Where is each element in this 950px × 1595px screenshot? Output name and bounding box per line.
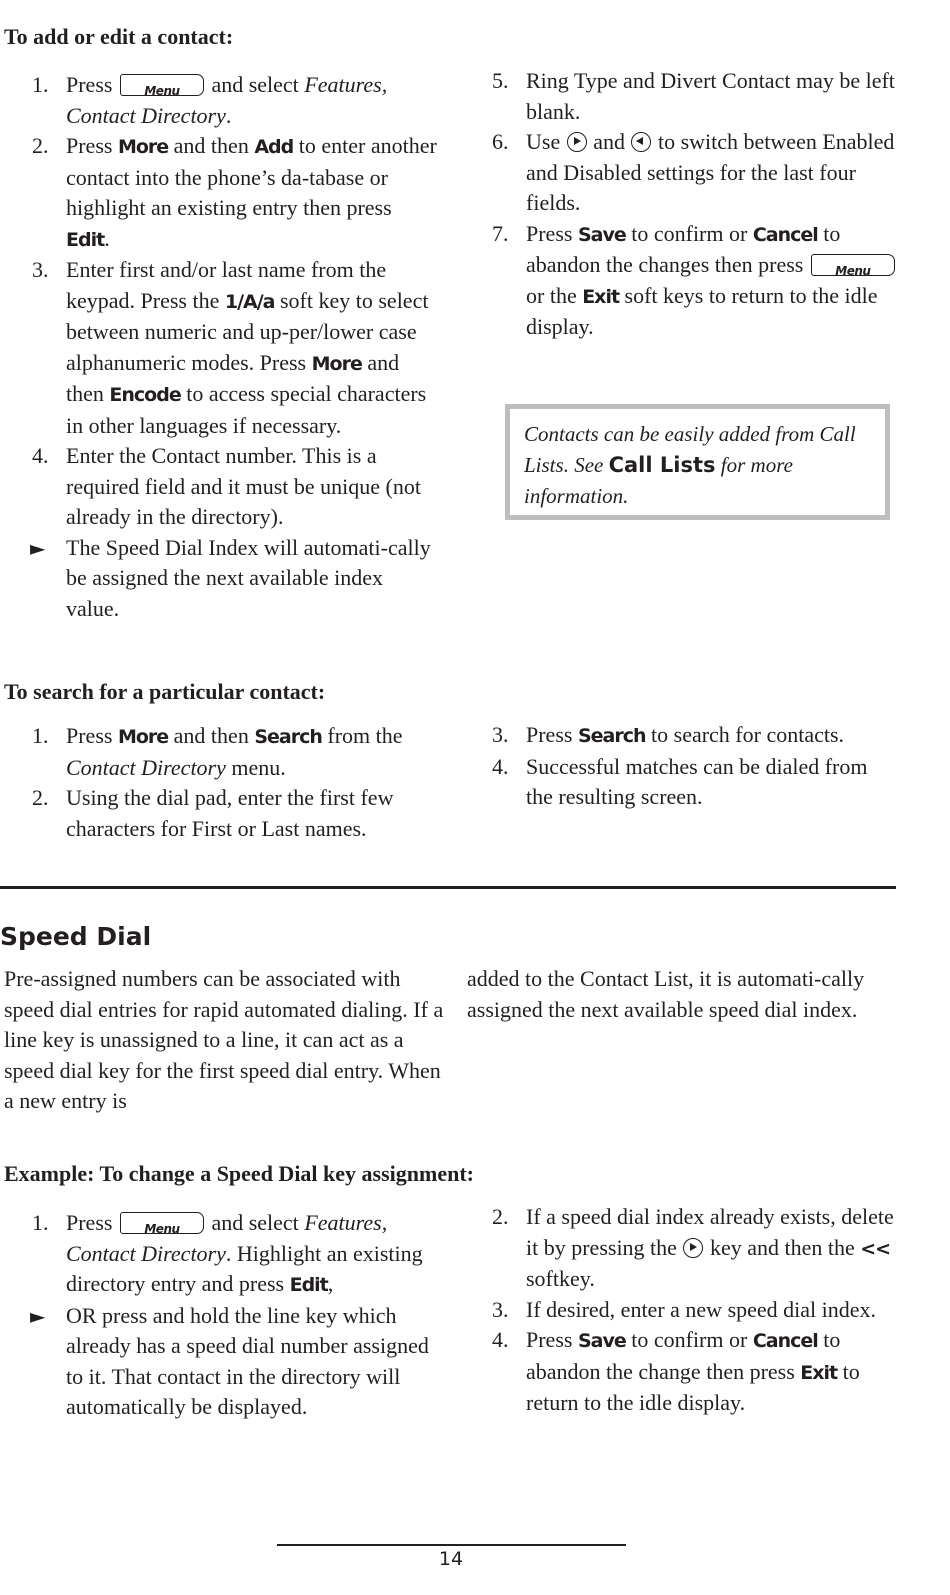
list-item: 2. If a speed dial index already exists, delete it by pressing the key and then the << softkey.	[492, 1204, 894, 1291]
list-item: 1. Press Menu and select Features, Contact Directory. Highlight an existing directory entry and press Edit,	[32, 1210, 423, 1296]
add-edit-steps-right	[468, 66, 898, 343]
menu-key-icon: Menu	[811, 254, 895, 276]
arrow-bullet-icon: ►	[30, 535, 46, 560]
arrow-bullet-icon: ►	[30, 1303, 46, 1328]
left-arrow-key-icon	[631, 132, 651, 152]
speed-dial-title: Speed Dial	[0, 922, 152, 951]
call-lists-reference: Call Lists	[608, 453, 716, 477]
example-heading: Example: To change a Speed Dial key assignment:	[4, 1161, 474, 1186]
speed-dial-paragraph-left: Pre-assigned numbers can be associated with speed dial entries for rapid automated dialing. If a line key is unassigned to a line, it can act as a speed dial key for the first speed dial entry. When a new entry is	[4, 966, 444, 1113]
search-steps-right	[468, 720, 898, 813]
example-steps-left	[8, 1208, 448, 1423]
menu-key-icon: Menu	[120, 74, 204, 96]
search-steps-left	[8, 721, 448, 844]
page-number: 14	[438, 1548, 464, 1570]
list-item: ► OR press and hold the line key which already has a speed dial number assigned to it. That contact in the directory will automatically be displayed.	[30, 1302, 429, 1419]
list-item: 1. Press Menu and select Features, Contact Directory.	[32, 72, 388, 128]
section-divider	[0, 886, 896, 889]
example-steps-right	[468, 1202, 898, 1419]
list-item: 3. Press Search to search for contacts.	[492, 722, 845, 747]
list-item: 1. Press More and then Search from the Contact Directory menu.	[32, 723, 403, 780]
list-item: ► The Speed Dial Index will automati-cally be assigned the next available index value.	[30, 534, 431, 621]
speed-dial-paragraph-right: added to the Contact List, it is automati-cally assigned the next available speed dial index.	[467, 966, 865, 1022]
list-item: 3. Enter first and/or last name from the keypad. Press the 1/A/a soft key to select between numeric and up-per/lower case alphanumeric modes. Press More and then Encode to access special characters in other languages if necessary.	[32, 257, 429, 438]
list-item: 4. Successful matches can be dialed from the resulting screen.	[492, 753, 868, 809]
list-item: 5. Ring Type and Divert Contact may be left blank.	[492, 68, 895, 124]
list-item: 4. Enter the Contact number. This is a required field and it must be unique (not already in the directory).	[32, 443, 421, 529]
menu-key-icon: Menu	[120, 1212, 204, 1234]
note-box: Contacts can be easily added from Call Lists. See Call Lists for more information.	[505, 404, 890, 520]
right-arrow-key-icon	[567, 132, 587, 152]
footer-rule	[277, 1544, 626, 1546]
list-item: 3. If desired, enter a new speed dial index.	[492, 1296, 877, 1322]
list-item: 2. Using the dial pad, enter the first few characters for First or Last names.	[32, 785, 394, 841]
list-item: 6. Use and to switch between Enabled and Disabled settings for the last four fields.	[492, 129, 895, 215]
list-item: 2. Press More and then Add to enter another contact into the phone’s da-tabase or highlight an existing entry then press Edit.	[32, 133, 437, 251]
add-edit-heading: To add or edit a contact:	[4, 24, 234, 49]
right-arrow-key-icon	[683, 1238, 703, 1258]
list-item: 4. Press Save to confirm or Cancel to abandon the change then press Exit to return to the idle display.	[492, 1327, 860, 1415]
list-item: 7. Press Save to confirm or Cancel to abandon the changes then press Menu or the Exit soft keys to return to the idle display.	[468, 219, 898, 343]
search-heading: To search for a particular contact:	[4, 679, 326, 704]
add-edit-steps-left	[8, 70, 438, 624]
